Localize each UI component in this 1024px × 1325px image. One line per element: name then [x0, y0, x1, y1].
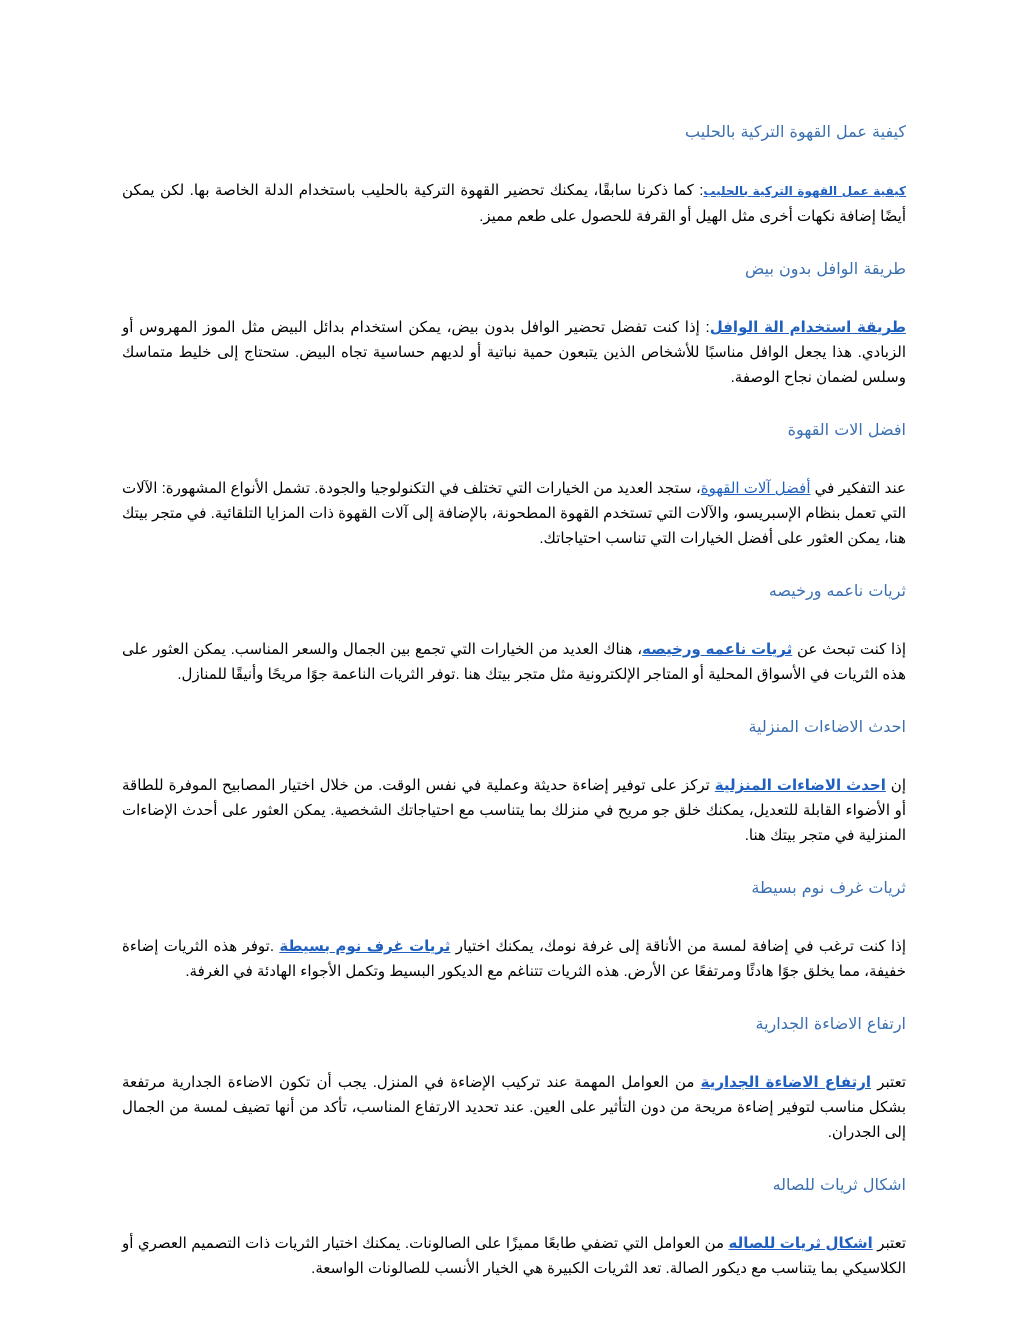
section-paragraph-cheap-chandeliers — [122, 637, 906, 687]
link-bedroom-chandeliers[interactable]: ثريات غرف نوم بسيطة — [279, 938, 451, 955]
paragraph-text: ، هناك العديد من الخيارات التي تجمع بين الجمال والسعر المناسب. يمكن العثور على هذه الثريات في الأسواق المحلية أو المتاجر الإلكترونية مثل متجر بيتك هنا .توفر الثريات الناعمة جوًا مريحًا وأنيقًا للمنازل. — [122, 641, 906, 683]
section-heading-hall-chandeliers: اشكال ثريات للصاله — [772, 1175, 906, 1194]
paragraph-text: إن — [885, 777, 906, 794]
paragraph-text: .توفر هذه الثريات إضاءة خفيفة، مما يخلق جوًا هادئًا ومرتفعًا عن الأرض. هذه الثريات تتناغم مع الديكور البسيط وتكمل الأجواء الهادئة في الغرفة. — [122, 938, 906, 980]
section-heading-home-lighting: احدث الاضاءات المنزلية — [748, 717, 906, 736]
link-waffle-machine[interactable]: طريقة استخدام الة الوافل — [709, 319, 906, 336]
section-paragraph-waffle — [122, 315, 906, 390]
paragraph-text: تركز على توفير إضاءة حديثة وعملية في نفس الوقت. من خلال اختيار المصابيح الموفرة للطاقة أو الأضواء القابلة للتعديل، يمكنك خلق جو مريح في منزلك بما يتناسب مع احتياجاتك الشخصية. يمكن العثور على أحدث الإضاءات المنزلية في متجر بيتك هنا. — [122, 777, 906, 844]
paragraph-text: ، ستجد العديد من الخيارات التي تختلف في التكنولوجيا والجودة. تشمل الأنواع المشهورة: الآلات التي تعمل بنظام الإسبريسو، والآلات التي تستخدم القهوة المطحونة، بالإضافة إلى آلات القهوة ذات المزايا التلقائية. في متجر بيتك هنا، يمكن العثور على أفضل الخيارات التي تناسب احتياجاتك. — [122, 480, 906, 547]
paragraph-text: : كما ذكرنا سابقًا، يمكنك تحضير القهوة التركية بالحليب باستخدام الدلة الخاصة بها. لكن يمكن أيضًا إضافة نكهات أخرى مثل الهيل أو القرفة للحصول على طعم مميز. — [122, 182, 906, 225]
link-home-lighting[interactable]: احدث الاضاءات المنزلية — [714, 777, 886, 794]
link-cheap-chandeliers[interactable]: ثريات ناعمه ورخيصه — [642, 641, 793, 658]
link-turkish-coffee[interactable]: كيفية عمل القهوة التركية بالحليب — [703, 184, 906, 198]
paragraph-text: إذا كنت ترغب في إضافة لمسة من الأناقة إلى غرفة نومك، يمكنك اختيار — [450, 938, 906, 955]
link-coffee-machines[interactable]: أفضل آلات القهوة — [700, 480, 811, 497]
section-paragraph-bedroom-chandeliers — [122, 934, 906, 984]
document-content — [122, 120, 906, 1309]
section-heading-waffle: طريقة الوافل بدون بيض — [745, 259, 906, 278]
paragraph-text: من العوامل التي تضفي طابعًا مميزًا على الصالونات. يمكنك اختيار الثريات ذات التصميم العصري أو الكلاسيكي بما يتناسب مع ديكور الصالة. تعد الثريات الكبيرة هي الخيار الأنسب للصالونات الواسعة. — [122, 1235, 906, 1277]
section-heading-coffee-machines: افضل الات القهوة — [787, 420, 906, 439]
paragraph-text: من العوامل المهمة عند تركيب الإضاءة في المنزل. يجب أن تكون الاضاءة الجدارية مرتفعة بشكل مناسب لتوفير إضاءة مريحة من دون التأثير على العين. عند تحديد الارتفاع المناسب، تأكد من أنها تضيف لمسة من الجمال إلى الجدران. — [122, 1074, 906, 1141]
section-paragraph-turkish-coffee — [122, 178, 906, 229]
section-heading-wall-light-height: ارتفاع الاضاءة الجدارية — [755, 1014, 906, 1033]
paragraph-text: إذا كنت تبحث عن — [792, 641, 906, 658]
section-heading-turkish-coffee: كيفية عمل القهوة التركية بالحليب — [684, 122, 906, 141]
section-heading-cheap-chandeliers: ثريات ناعمه ورخيصه — [768, 581, 906, 600]
link-wall-light-height[interactable]: ارتفاع الاضاءة الجدارية — [700, 1074, 871, 1091]
paragraph-text: تعتبر — [871, 1074, 906, 1091]
paragraph-text: عند التفكير في — [810, 480, 906, 497]
section-paragraph-wall-light-height — [122, 1070, 906, 1145]
section-paragraph-coffee-machines — [122, 476, 906, 551]
section-paragraph-home-lighting — [122, 773, 906, 848]
paragraph-text: تعتبر — [872, 1235, 906, 1252]
link-hall-chandeliers[interactable]: اشكال ثريات للصاله — [728, 1235, 873, 1252]
section-heading-bedroom-chandeliers: ثريات غرف نوم بسيطة — [751, 878, 906, 897]
section-paragraph-hall-chandeliers — [122, 1231, 906, 1281]
paragraph-text: : إذا كنت تفضل تحضير الوافل بدون بيض، يمكن استخدام بدائل البيض مثل الموز المهروس أو الزبادي. هذا يجعل الوافل مناسبًا للأشخاص الذين يتبعون حمية نباتية أو لديهم حساسية تجاه البيض. ستحتاج إلى خليط متماسك وسلس لضمان نجاح الوصفة. — [122, 319, 907, 386]
